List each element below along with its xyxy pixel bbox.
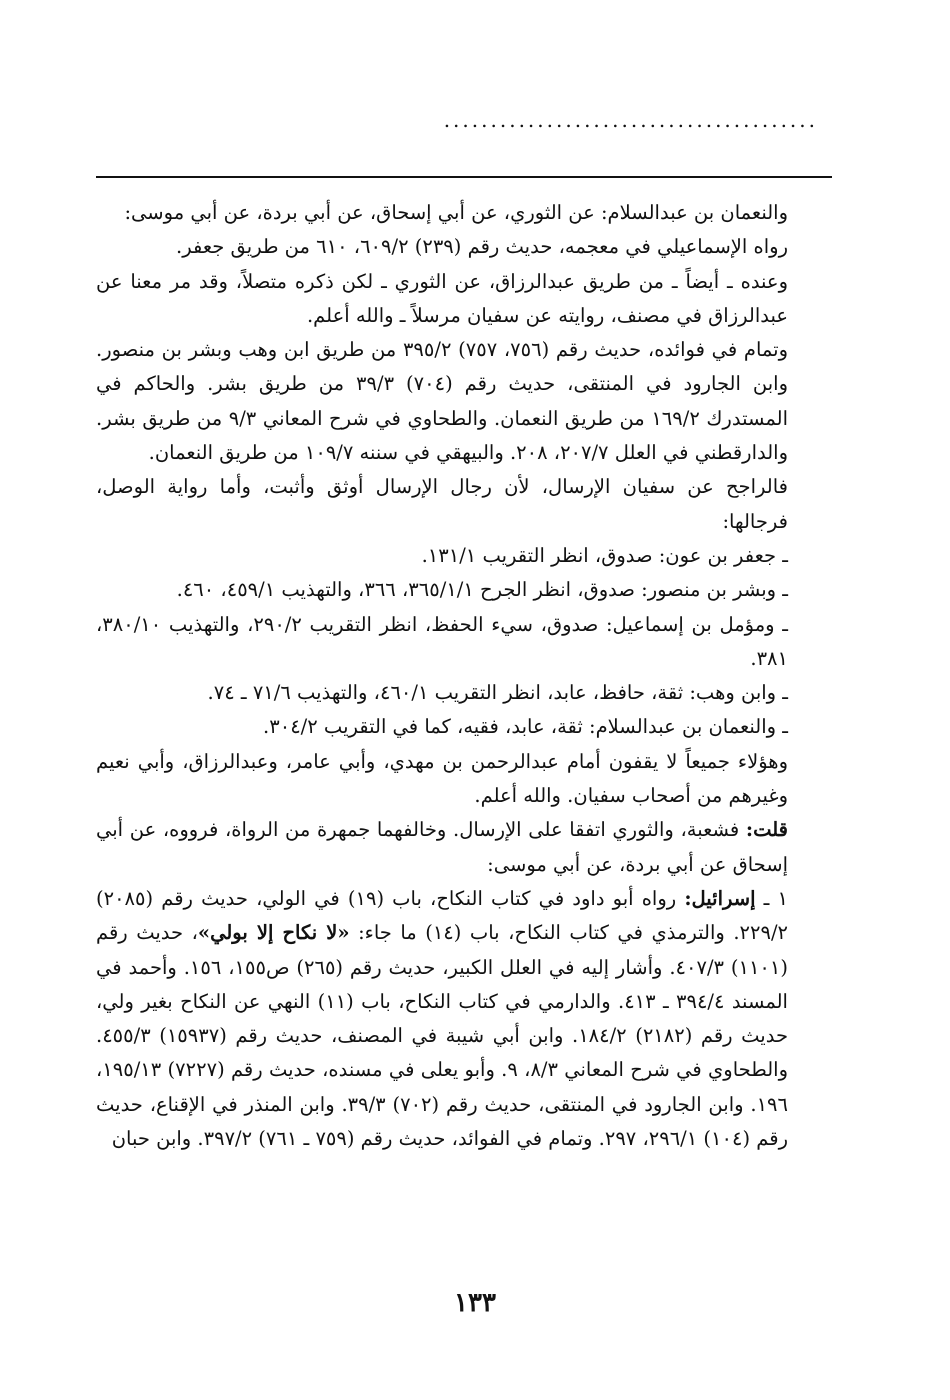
- note-lead: قلت:: [745, 818, 788, 842]
- narrator-mu-ammal: ـ ومؤمل بن إسماعيل: صدوق، سيء الحفظ، انظر التقريب ٢٩٠/٢، والتهذيب ٣٨٠/١٠، ٣٨١.: [96, 612, 788, 670]
- note-rest: فشعبة، والثوري اتفقا على الإرسال. وخالفهما جمهرة من الرواة، فرووه، عن أبي إسحاق عن أبي بردة، عن أبي موسى:: [96, 818, 788, 876]
- dotted-separator: ........................................: [443, 108, 818, 132]
- paragraph-note: [96, 813, 788, 882]
- israil-name: إسرائيل:: [684, 886, 756, 910]
- narrator-ibn-wahb: ـ وابن وهب: ثقة، حافظ، عابد، انظر التقريب ٤٦٠/١، والتهذيب ٧١/٦ ـ ٧٤.: [207, 681, 788, 705]
- israil-text-part1: رواه أبو داود في كتاب النكاح، باب (١٩) في الولي، حديث رقم (٢٠٨٥) ٢٢٩/٢. والترمذي في كتاب النكاح، باب (١٤) ما جاء:: [96, 886, 788, 945]
- israil-number: ١ ـ: [763, 886, 789, 910]
- page-number: ١٣٣: [454, 1288, 496, 1318]
- paragraph-israil: [96, 882, 788, 1156]
- israil-text-part2: ، حديث رقم (١١٠١) ٤٠٧/٣. وأشار إليه في العلل الكبير، حديث رقم (٢٦٥) ص١٥٥، ١٥٦. وأحمد في المسند ٣٩٤/٤ ـ ٤١٣. والدارمي في كتاب النكاح، باب (١١) النهي عن النكاح بغير ولي، حديث رقم (٢١٨٢) ١٨٤/٢. وابن أبي شيبة في المصنف، حديث رقم (١٥٩٣٧) ٤٥٥/٣. والطحاوي في شرح المعاني ٨/٣، ٩. وأبو يعلى في مسنده، حديث رقم (٧٢٢٧) ١٩٥/١٣، ١٩٦. وابن الجارود في المنتقى، حديث رقم (٧٠٢) ٣٩/٣. وابن المنذر في الإقناع، حديث رقم (١٠٤) ٢٩٦/١، ٢٩٧. وتمام في الفوائد، حديث رقم (٧٥٩ ـ ٧٦١) ٣٩٧/٢. وابن حبان: [96, 921, 789, 1151]
- paragraph-tammam: وتمام في فوائده، حديث رقم (٧٥٦، ٧٥٧) ٣٩٥/٢ من طريق ابن وهب وبشر بن منصور. وابن الجارود في المنتقى، حديث رقم (٧٠٤) ٣٩/٣ من طريق بشر. والحاكم في المستدرك ١٦٩/٢ من طريق النعمان. والطحاوي في شرح المعاني ٩/٣ من طريق بشر. والدارقطني في العلل ٢٠٧/٧، ٢٠٨. والبيهقي في سننه ١٠٩/٧ من طريق النعمان.: [96, 338, 789, 465]
- paragraph-conclusion: فالراجح عن سفيان الإرسال، لأن رجال الإرسال أوثق وأثبت، وأما رواية الوصل، فرجالها:: [96, 475, 788, 533]
- paragraph-these-narrators: وهؤلاء جميعاً لا يقفون أمام عبدالرحمن بن مهدي، وأبي عامر، وعبدالرزاق، وأبي نعيم وغيرهم من أصحاب سفيان. والله أعلم.: [96, 749, 788, 808]
- paragraph-abdurrazzaq: وعنده ـ أيضاً ـ من طريق عبدالرزاق، عن الثوري ـ لكن ذكره متصلاً، وقد مر معنا عن عبدالرزاق في مصنف، روايته عن سفيان مرسلاً ـ والله أعلم.: [96, 269, 788, 327]
- hadith-quote: «لا نكاح إلا بولي»: [197, 921, 350, 945]
- horizontal-rule: [96, 176, 832, 178]
- paragraph-ismaili: رواه الإسماعيلي في معجمه، حديث رقم (٢٣٩) ٦٠٩/٢، ٦١٠ من طريق جعفر.: [176, 235, 788, 259]
- narrator-ja-far: ـ جعفر بن عون: صدوق، انظر التقريب ١٣١/١.: [421, 543, 788, 567]
- narrator-nu-man: ـ والنعمان بن عبدالسلام: ثقة، عابد، فقيه، كما في التقريب ٣٠٤/٢.: [263, 715, 788, 739]
- paragraph-nu-man-chain: والنعمان بن عبدالسلام: عن الثوري، عن أبي إسحاق، عن أبي بردة، عن أبي موسى:: [124, 201, 788, 224]
- narrator-bishr: ـ وبشر بن منصور: صدوق، انظر الجرح ٣٦٥/١/١، ٣٦٦، والتهذيب ٤٥٩/١، ٤٦٠.: [176, 578, 788, 602]
- body-text: [96, 196, 788, 1156]
